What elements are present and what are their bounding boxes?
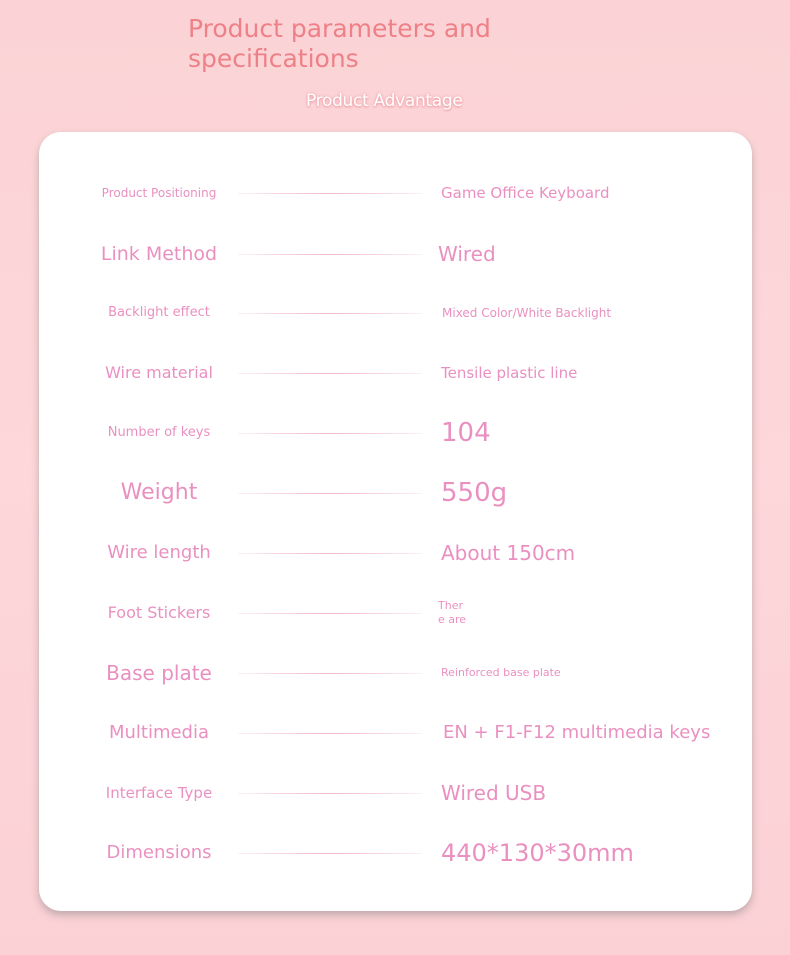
spec-value: 104 [441,418,491,448]
spec-value: Reinforced base plate [441,666,561,679]
divider-line [238,433,422,434]
spec-label: Backlight effect [108,305,210,320]
divider-line [238,733,422,734]
spec-value: Wired USB [441,781,547,805]
spec-label: Multimedia [108,722,210,743]
divider-line [238,373,422,374]
spec-label: Number of keys [107,425,211,440]
spec-row-product-positioning [39,173,752,213]
spec-row-multimedia [39,713,752,753]
divider-line [238,613,422,614]
spec-label: Foot Stickers [107,603,211,622]
divider-line [238,193,422,194]
spec-card [39,132,752,911]
section-subtitle: Product Advantage [306,91,463,111]
spec-value: About 150cm [441,541,576,565]
spec-label: Wire length [107,542,211,563]
spec-value: Wired [438,242,496,266]
spec-row-base-plate [39,653,752,693]
spec-value: Game Office Keyboard [441,184,610,202]
spec-value: 440*130*30mm [441,839,634,867]
spec-label: Link Method [100,243,218,265]
spec-label: Product Positioning [101,186,217,200]
spec-label: Dimensions [106,842,212,863]
spec-label: Wire material [105,363,213,382]
divider-line [238,254,422,255]
divider-line [238,853,422,854]
divider-line [238,313,422,314]
spec-row-number-of-keys [39,413,752,453]
spec-value: Tensile plastic line [441,364,578,382]
spec-label: Weight [120,480,198,505]
divider-line [238,493,422,494]
spec-value: EN + F1-F12 multimedia keys [443,722,711,743]
divider-line [238,793,422,794]
spec-value: Mixed Color/White Backlight [442,306,612,320]
spec-row-foot-stickers [39,593,752,633]
spec-row-wire-length [39,533,752,573]
divider-line [238,553,422,554]
spec-row-interface-type [39,773,752,813]
spec-label: Interface Type [105,784,213,802]
spec-row-link-method [39,234,752,274]
spec-row-backlight-effect [39,293,752,333]
page-title: Product parameters and specifications [188,14,491,73]
spec-row-wire-material [39,353,752,393]
spec-label: Base plate [106,661,212,685]
spec-value: 550g [441,478,508,508]
spec-row-weight [39,473,752,513]
divider-line [238,673,422,674]
spec-row-dimensions [39,833,752,873]
spec-value: There are [438,599,467,626]
